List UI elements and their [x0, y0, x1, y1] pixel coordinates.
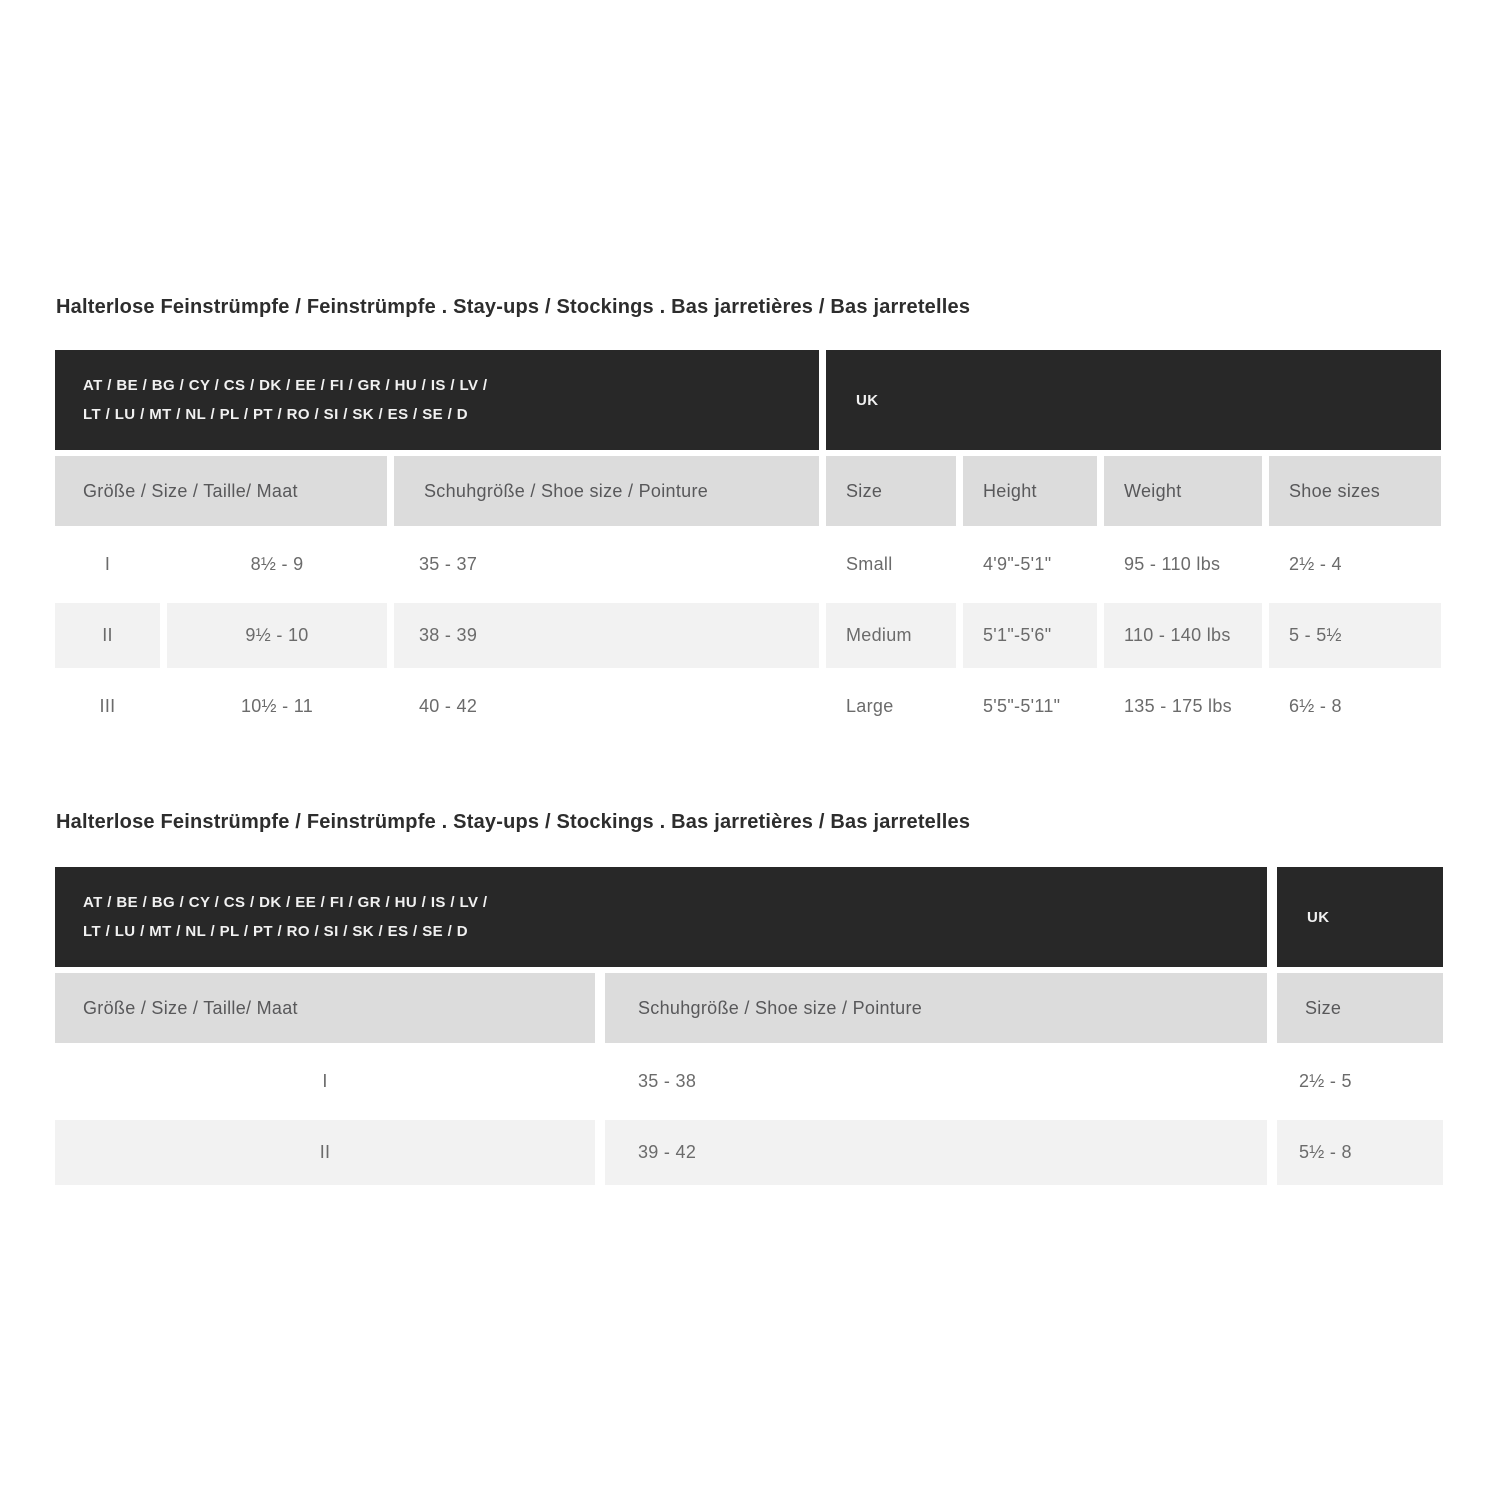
eu-countries-header-cell	[55, 867, 1267, 967]
uk-shoe-size-cell: 5½ - 8	[1277, 1120, 1443, 1185]
uk-size-cell: Medium	[826, 603, 956, 668]
column-header-uk-size: Size	[826, 456, 956, 526]
size-numeral-cell: II	[55, 603, 160, 668]
shoe-size-cell: 40 - 42	[419, 696, 478, 716]
size-value-cell: 8½ - 9	[250, 554, 304, 574]
size-value-cell: 10½ - 11	[240, 696, 314, 716]
eu-countries-line1: AT / BE / BG / CY / CS / DK / EE / FI / GR / HU / IS / LV /	[83, 377, 488, 394]
uk-size-cell: Small	[846, 554, 893, 574]
column-header-uk-height: Height	[963, 456, 1097, 526]
eu-countries-line2: LT / LU / MT / NL / PL / PT / RO / SI / SK / ES / SE / D	[83, 923, 468, 940]
size-numeral-cell: II	[55, 1120, 595, 1185]
uk-weight-cell: 110 - 140 lbs	[1104, 603, 1262, 668]
size-value-cell: 9½ - 10	[167, 603, 387, 668]
eu-countries-header-cell	[55, 350, 819, 450]
shoe-size-cell: 39 - 42	[605, 1120, 1267, 1185]
uk-weight-cell: 135 - 175 lbs	[1124, 696, 1232, 716]
size-table-eu-uk-simple	[55, 867, 1443, 1185]
uk-size-cell: Large	[846, 696, 894, 716]
uk-height-cell: 5'5"-5'11"	[983, 696, 1061, 716]
shoe-size-cell: 38 - 39	[394, 603, 819, 668]
eu-countries-line2: LT / LU / MT / NL / PL / PT / RO / SI / SK / ES / SE / D	[83, 406, 468, 423]
column-header-uk-size: Size	[1277, 973, 1443, 1043]
column-header-shoe-size: Schuhgröße / Shoe size / Pointure	[605, 973, 1267, 1043]
eu-countries-line1: AT / BE / BG / CY / CS / DK / EE / FI / GR / HU / IS / LV /	[83, 894, 488, 911]
uk-shoe-size-cell: 5 - 5½	[1269, 603, 1441, 668]
size-numeral-cell: III	[99, 696, 116, 716]
uk-weight-cell: 95 - 110 lbs	[1124, 554, 1221, 574]
uk-shoe-size-cell: 2½ - 4	[1289, 554, 1342, 574]
uk-shoe-size-cell: 6½ - 8	[1289, 696, 1342, 716]
uk-shoe-size-cell: 2½ - 5	[1299, 1071, 1352, 1091]
size-numeral-cell: I	[104, 554, 111, 574]
size-numeral-cell: I	[322, 1071, 328, 1091]
uk-height-cell: 4'9"-5'1"	[983, 554, 1052, 574]
shoe-size-cell: 35 - 38	[638, 1071, 697, 1091]
size-table-eu-uk-detailed	[55, 350, 1441, 739]
section-title-stockings-1: Halterlose Feinstrümpfe / Feinstrümpfe . Stay-ups / Stockings . Bas jarretières / Bas jarretelles	[56, 296, 971, 318]
column-header-size: Größe / Size / Taille/ Maat	[55, 973, 595, 1043]
column-header-size: Größe / Size / Taille/ Maat	[55, 456, 387, 526]
uk-header-cell: UK	[826, 350, 1441, 450]
eu-countries-text	[83, 371, 487, 429]
uk-header-cell: UK	[1277, 867, 1443, 967]
eu-countries-text	[83, 888, 487, 946]
column-header-shoe-size: Schuhgröße / Shoe size / Pointure	[394, 456, 819, 526]
section-title-stockings-2: Halterlose Feinstrümpfe / Feinstrümpfe . Stay-ups / Stockings . Bas jarretières / Bas jarretelles	[56, 811, 971, 833]
shoe-size-cell: 35 - 37	[419, 554, 478, 574]
column-header-uk-weight: Weight	[1104, 456, 1262, 526]
column-header-uk-shoe-sizes: Shoe sizes	[1269, 456, 1441, 526]
uk-height-cell: 5'1"-5'6"	[963, 603, 1097, 668]
